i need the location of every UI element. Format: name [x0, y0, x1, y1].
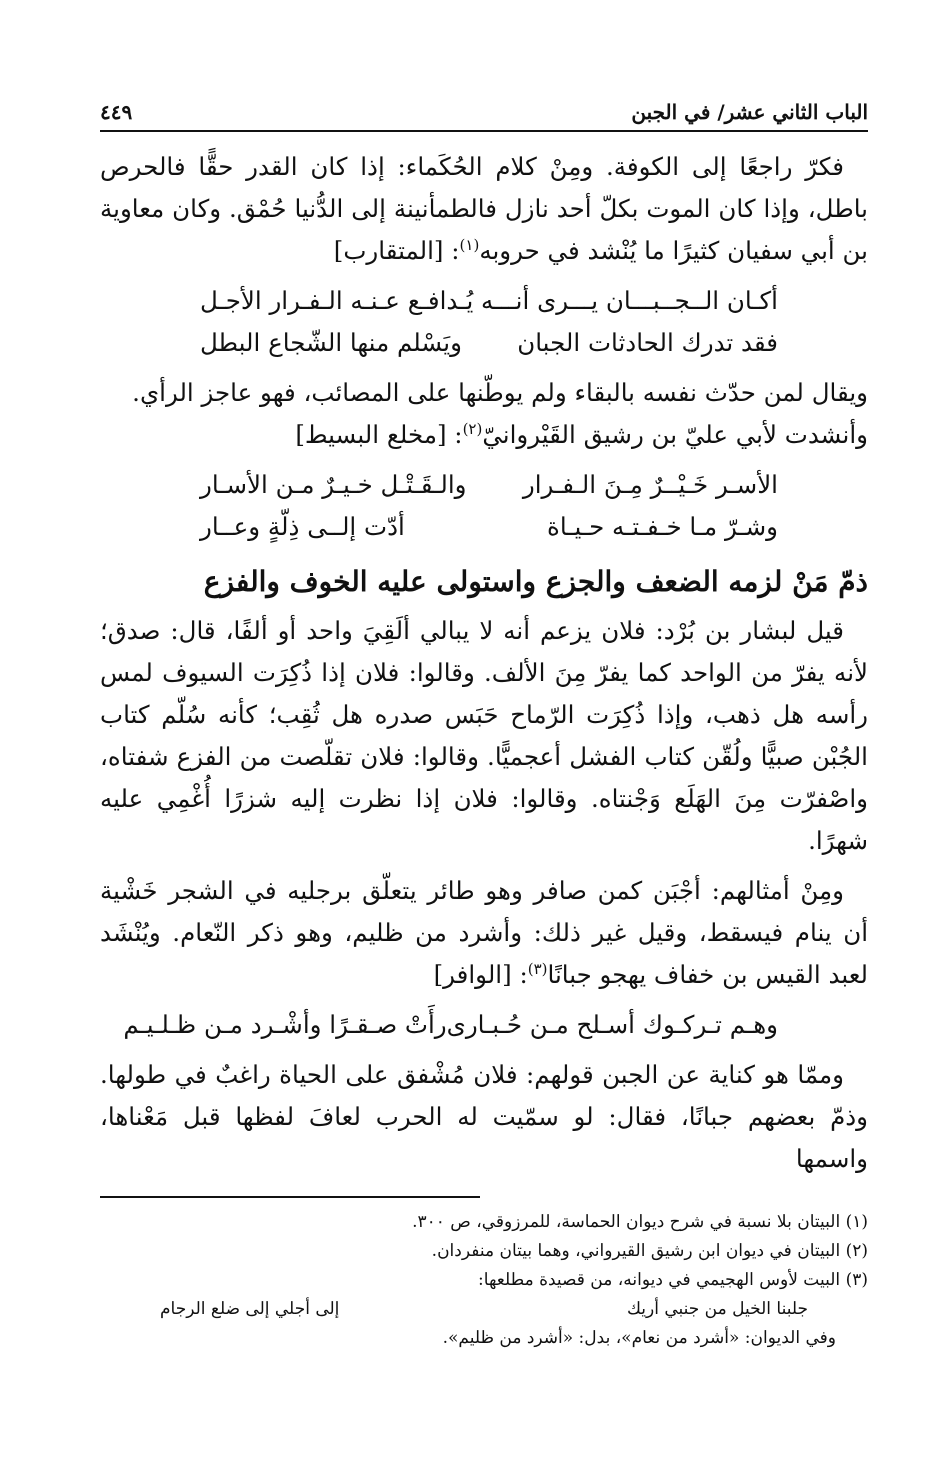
footnote-number: (٣): [845, 1270, 868, 1290]
hemistich-second: والـقَـتْـل خـيـرٌ مـن الأسـار: [200, 470, 467, 499]
hemistich-first: جلبنا الخيل من جنبي أريك: [626, 1299, 808, 1319]
chapter-title: الباب الثاني عشر/ في الجبن: [631, 100, 868, 124]
page-number: ٤٤٩: [100, 100, 133, 124]
section-heading: ذمّ مَنْ لزمه الضعف والجزع واستولى عليه الخوف والفزع: [203, 565, 868, 598]
meter-label: : [مخلع البسيط]: [295, 420, 463, 449]
footnote-divider: [100, 1196, 480, 1198]
verse-line: [100, 464, 868, 506]
footnote-number: (١): [845, 1212, 868, 1232]
footnotes: [100, 1208, 868, 1353]
footnote-text: البيت لأوس الهجيمي في ديوانه، من قصيدة مطلعها:: [478, 1270, 841, 1290]
paragraph: [100, 414, 868, 456]
poem: [100, 464, 868, 548]
footnote: [100, 1208, 868, 1237]
footnote-ref: (١): [459, 235, 480, 254]
meter-label: : [المتقارب]: [333, 236, 460, 265]
main-text: [100, 146, 868, 1180]
hemistich-second: إلى أجلي إلى ضلع الرجام: [160, 1299, 340, 1319]
verse-line: [100, 322, 868, 364]
paragraph: قيل لبشار بن بُرْد: فلان يزعم أنه لا يبالي ألَقِيَ واحد أو ألفًا، قال: صدق؛ لأنه يفرّ من الواحد كما يفرّ مِنَ الألف. وقالوا: فلان إذا ذُكِرَت السيوف لمس رأسه هل ذهب، وإذا ذُكِرَت الرّماح حَبَس صدره هل ثُقِب؛ كأنه سُلّم كتاب الجُبْن صبيًّا ولُقّن كتاب الفشل أعجميًّا. وقالوا: فلان تقلّصت من الفزع شفتاه، واصْفرّت مِنَ الهَلَع وَجْنتاه. وقالوا: فلان إذا نظرت إليه شزرًا أُغْمِي عليه شهرًا.: [100, 616, 869, 855]
paragraph-text: فكرّ راجعًا إلى الكوفة. ومِنْ كلام الحُكَماء: إذا كان القدر حقًّا فالحرص باطل، وإذا كان الموت بكلّ أحد نازل فالطمأنينة إلى الدُّنيا حُمْق. وكان معاوية بن أبي سفيان كثيرًا ما يُنْشد في حروبه: [100, 152, 868, 265]
hemistich-second: أدّت إلــى ذِلّةٍ وعــار: [200, 512, 405, 541]
footnote-continuation: وفي الديوان: «أشرد من نعام»، بدل: «أشرد من ظليم».: [442, 1328, 836, 1348]
paragraph-text: وأنشدت لأبي عليّ بن رشيق القَيْروانيّ: [482, 420, 868, 449]
hemistich-first: أكـان الــجــبـــان يـــرى أنـــه: [481, 286, 778, 315]
running-head: [100, 92, 868, 132]
hemistich-first: الأسـر خَـيْــرٌ مِـنَ الـفـرار: [522, 470, 778, 499]
verse-line: [100, 506, 868, 548]
footnote: [100, 1266, 868, 1295]
paragraph-text: ومِنْ أمثالهم: أجْبَن كمن صافر وهو طائر يتعلّق برجليه في الشجر خَشْية أن ينام فيسقط، وقيل غير ذلك: وأشرد من ظليم، وهو ذكر النّعام. ويُنْشَد لعبد القيس بن خفاف يهجو جبانًا: [100, 876, 868, 989]
verse-line: [100, 280, 868, 322]
hemistich-first: فقد تدرك الحادثات الجبان: [517, 328, 778, 357]
paragraph: ويقال لمن حدّث نفسه بالبقاء ولم يوطّنها على المصائب، فهو عاجز الرأي.: [132, 378, 868, 407]
page: [100, 92, 868, 1180]
paragraph: وممّا هو كناية عن الجبن قولهم: فلان مُشْفق على الحياة راغبٌ في طولها. وذمّ بعضهم جبانًا، فقال: لو سمّيت له الحرب لعافَ لفظها قبل مَعْناها، واسمها: [100, 1060, 868, 1173]
paragraph: [100, 146, 868, 272]
poem: [100, 280, 868, 364]
hemistich-second: يُـدافـع عـنـه الـفـرار الأجـل: [200, 286, 474, 315]
meter-label: : [الوافر]: [433, 960, 528, 989]
footnote-ref: (٢): [462, 419, 483, 438]
footnote-text: البيتان بلا نسبة في شرح ديوان الحماسة، للمرزوقي، ص ٣٠٠.: [412, 1212, 841, 1232]
poem: [100, 1004, 868, 1046]
verse-line: [100, 1004, 868, 1046]
footnote-ref: (٣): [527, 959, 548, 978]
footnote-verse: [100, 1295, 868, 1324]
hemistich-first: وشـرّ مـا خـفـتـه حـيـاة: [547, 512, 778, 541]
hemistich-second: ويَسْلم منها الشّجاع البطل: [200, 328, 462, 357]
paragraph: [100, 870, 868, 996]
hemistich-second: رأَتْ صـقـرًا وأشْـرد مـن ظـلـيـم: [123, 1010, 447, 1039]
hemistich-first: وهـم تـركـوك أسـلح مـن حُـبـارى: [446, 1010, 778, 1039]
footnote-number: (٢): [845, 1241, 868, 1261]
footnote-text: البيتان في ديوان ابن رشيق القيرواني، وهما بيتان منفردان.: [431, 1241, 841, 1261]
footnote: [100, 1237, 868, 1266]
